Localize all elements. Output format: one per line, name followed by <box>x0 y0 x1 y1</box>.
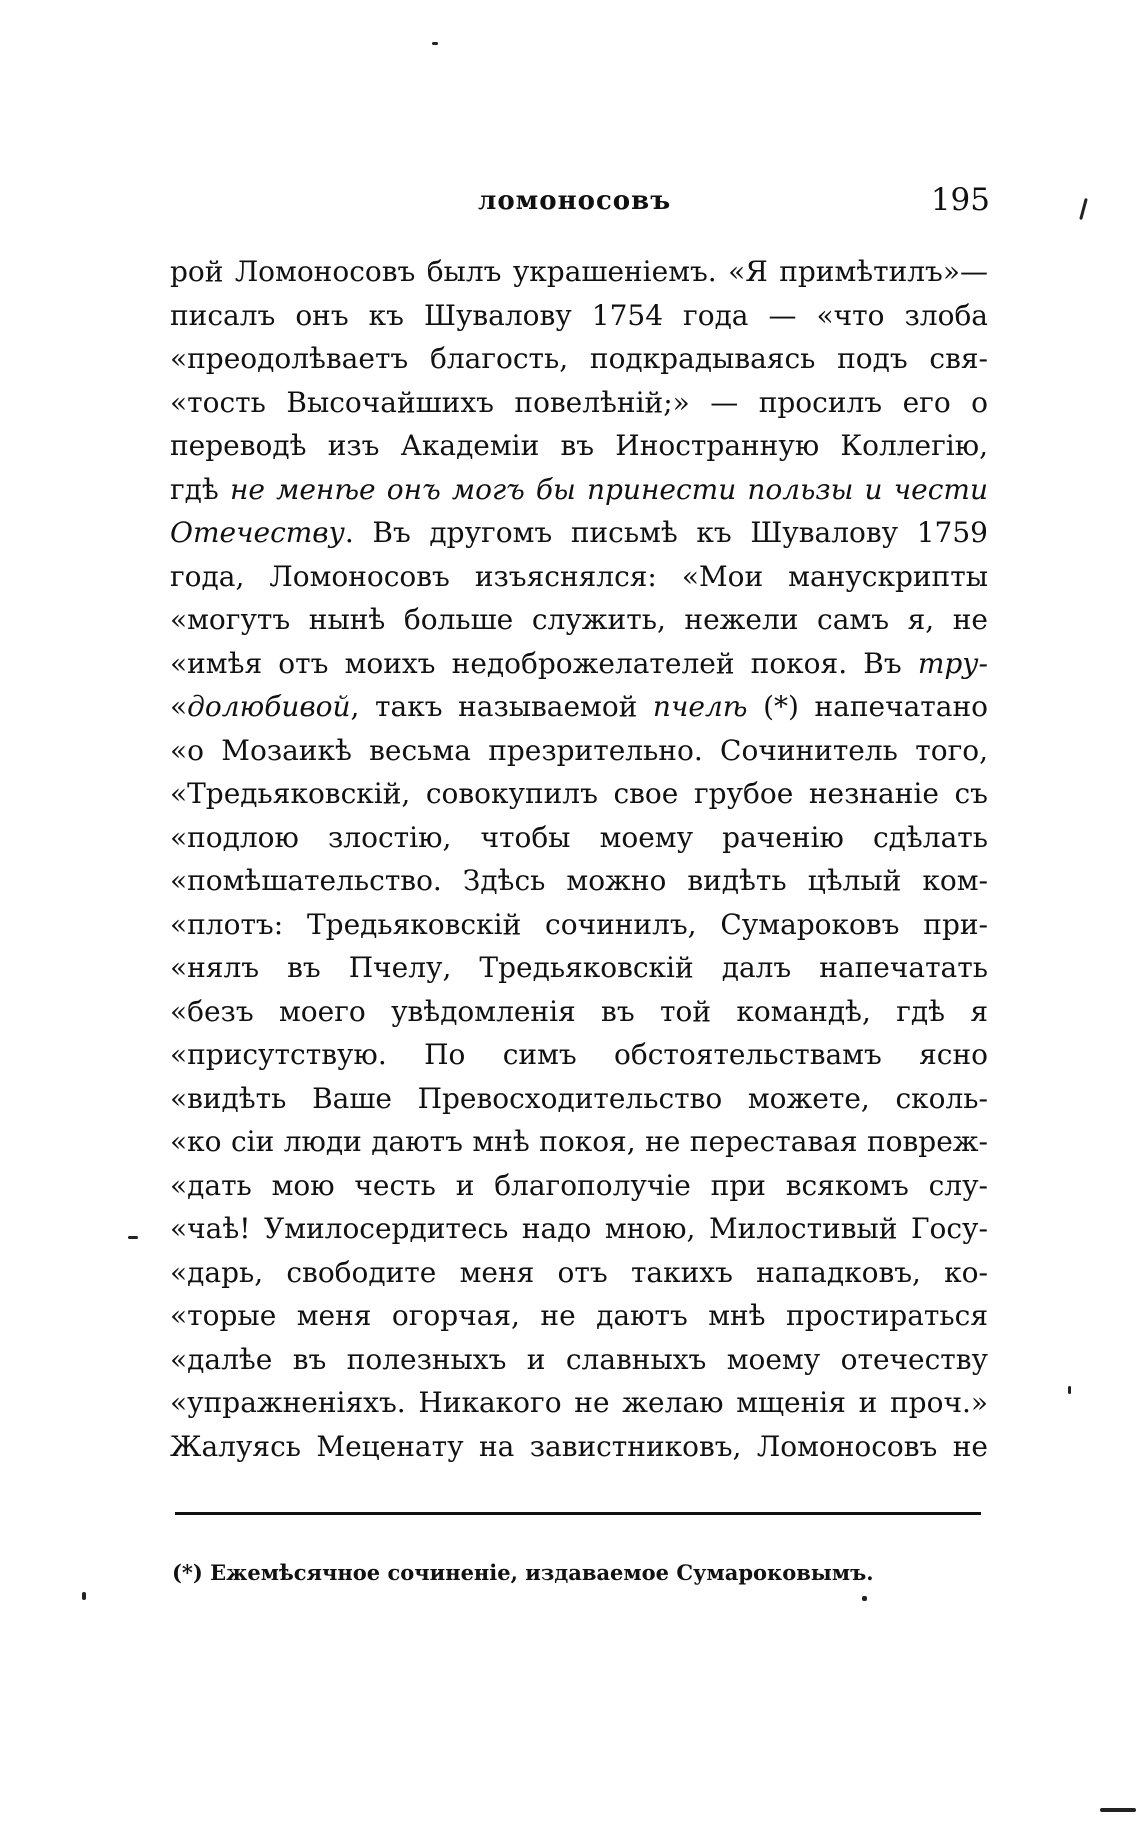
page-number: 195 <box>930 182 990 218</box>
running-head: ломоносовъ <box>478 186 672 216</box>
text-line-7-italic: Отечеству <box>170 516 345 549</box>
text-line-22: «дать мою честь и благополучіе при всякомъ слу- <box>170 1168 988 1202</box>
text-line-3: «преодолѣваетъ благость, подкрадываясь подъ свя- <box>170 342 988 375</box>
text-line-13: «Тредьяковскій, совокупилъ свое грубое незнаніе съ <box>170 777 988 810</box>
text-line-27: «упражненіяхъ. Никакого не желаю мщенія и проч.» <box>170 1386 988 1419</box>
text-line-9: «могутъ нынѣ больше служить, нежели самъ я, не <box>170 603 988 636</box>
text-line-2: писалъ онъ къ Шувалову 1754 года — «что злоба <box>170 298 988 332</box>
page-header <box>170 182 990 226</box>
footnote: (*) Ежемѣсячное сочиненіе, издаваемое Сумароковымъ. <box>172 1560 874 1585</box>
scan-speck <box>128 1236 138 1239</box>
text-line-23: «чаѣ! Умилосердитесь надо мною, Милостивый Госу- <box>170 1212 988 1245</box>
text-line-7 <box>170 511 988 555</box>
text-line-1: рой Ломоносовъ былъ украшеніемъ. «Я примѣтилъ»— <box>170 255 988 288</box>
text-line-25: «торые меня огорчая, не даютъ мнѣ простираться <box>170 1299 988 1332</box>
text-line-4: «тость Высочайшихъ повелѣній;» — просилъ его о <box>170 385 988 419</box>
text-line-11 <box>170 685 988 729</box>
text-line-7-roman: . Въ другомъ письмѣ къ Шувалову 1759 <box>344 516 988 549</box>
text-line-6-italic: не менѣе онъ могъ бы принести пользы и чести <box>229 472 988 506</box>
text-line-11-roman-a: , такъ называемой <box>350 690 653 723</box>
scan-speck <box>432 42 438 45</box>
text-line-10 <box>170 642 988 686</box>
text-line-21: «ко сіи люди даютъ мнѣ покоя, не переставая повреж- <box>170 1125 988 1158</box>
text-line-11-italic-a: долюбивой <box>187 690 351 723</box>
body-text <box>170 250 988 1468</box>
text-line-19: «присутствую. По симъ обстоятельствамъ ясно <box>170 1038 988 1071</box>
text-line-10-italic: тру- <box>917 646 988 680</box>
scan-speck <box>862 1596 867 1601</box>
text-line-17: «нялъ въ Пчелу, Тредьяковскій далъ напечатать <box>170 951 988 984</box>
text-line-15: «помѣшательство. Здѣсь можно видѣть цѣлый ком- <box>170 864 988 897</box>
text-line-26: «далѣе въ полезныхъ и славныхъ моему отечеству <box>170 1342 988 1376</box>
text-line-6-roman: гдѣ <box>170 472 230 506</box>
text-line-28: Жалуясь Меценату на завистниковъ, Ломоносовъ не <box>170 1429 988 1463</box>
text-line-20: «видѣть Ваше Превосходительство можете, сколь- <box>170 1081 988 1115</box>
scan-speck <box>1100 1808 1136 1812</box>
text-line-11-quote: « <box>170 690 188 723</box>
footnote-rule <box>175 1512 981 1515</box>
text-line-14: «подлою злостію, чтобы моему раченію сдѣлать <box>170 820 988 854</box>
text-line-5: переводѣ изъ Академіи въ Иностранную Коллегію, <box>170 429 988 462</box>
text-line-16: «плотъ: Тредьяковскій сочинилъ, Сумароковъ при- <box>170 907 988 941</box>
scan-speck <box>1068 1386 1071 1394</box>
text-line-11-italic-b: пчелѣ <box>652 690 748 723</box>
text-line-10-roman: «имѣя отъ моихъ недоброжелателей покоя. Въ <box>170 646 918 680</box>
text-line-18: «безъ моего увѣдомленія въ той командѣ, гдѣ я <box>170 994 988 1028</box>
scan-speck <box>82 1592 86 1600</box>
scan-speck <box>1079 198 1088 220</box>
text-line-6 <box>170 468 988 512</box>
text-line-24: «дарь, свободите меня отъ такихъ нападковъ, ко- <box>170 1255 988 1289</box>
text-line-11-roman-b: (*) напечатано <box>747 690 988 723</box>
text-line-8: года, Ломоносовъ изъяснялся: «Мои манускрипты <box>170 559 988 593</box>
text-line-12: «о Мозаикѣ весьма презрительно. Сочинитель того, <box>170 733 988 767</box>
